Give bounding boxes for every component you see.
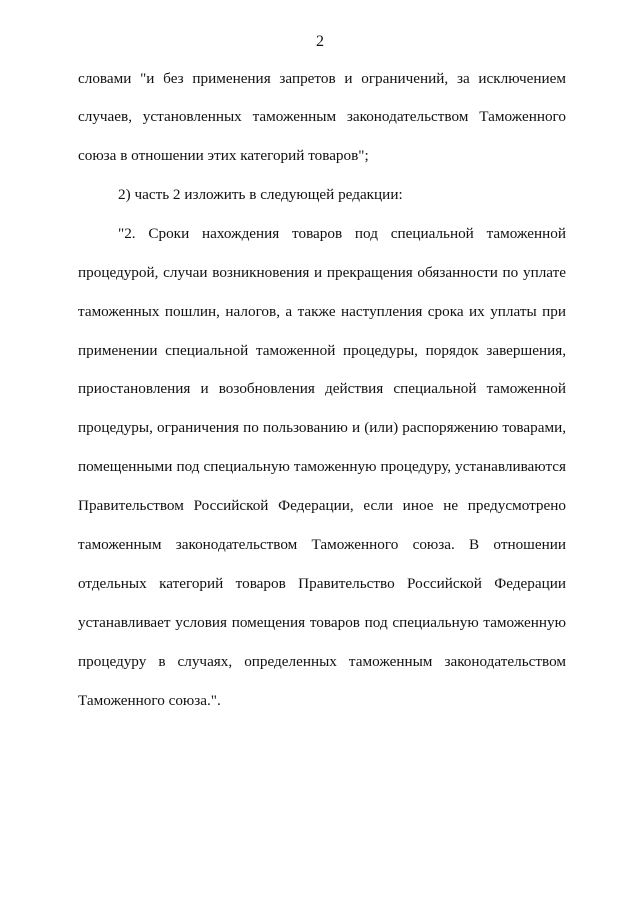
text-line: таможенных пошлин, налогов, а также наступления срока их уплаты при — [78, 303, 566, 320]
text-line: процедурой, случаи возникновения и прекращения обязанности по уплате — [78, 264, 566, 281]
text-line: помещенными под специальную таможенную процедуру, устанавливаются — [78, 458, 566, 475]
text-line: процедуры, ограничения по пользованию и (или) распоряжению товарами, — [78, 419, 566, 436]
text-line: "2. Сроки нахождения товаров под специальной таможенной — [118, 225, 566, 242]
text-line: приостановления и возобновления действия специальной таможенной — [78, 380, 566, 397]
text-line: отдельных категорий товаров Правительство Российской Федерации — [78, 575, 566, 592]
text-line: таможенным законодательством Таможенного союза. В отношении — [78, 536, 566, 553]
text-line: применении специальной таможенной процедуры, порядок завершения, — [78, 342, 566, 359]
text-line: случаев, установленных таможенным законодательством Таможенного — [78, 108, 566, 125]
page-number: 2 — [316, 33, 324, 50]
text-line: устанавливает условия помещения товаров под специальную таможенную — [78, 614, 566, 631]
text-line: процедуру в случаях, определенных таможенным законодательством — [78, 653, 566, 670]
text-line: словами "и без применения запретов и ограничений, за исключением — [78, 70, 566, 87]
text-line: Правительством Российской Федерации, если иное не предусмотрено — [78, 497, 566, 514]
text-line: Таможенного союза.". — [78, 692, 221, 709]
text-line: 2) часть 2 изложить в следующей редакции: — [118, 186, 403, 203]
text-line: союза в отношении этих категорий товаров"; — [78, 147, 369, 164]
